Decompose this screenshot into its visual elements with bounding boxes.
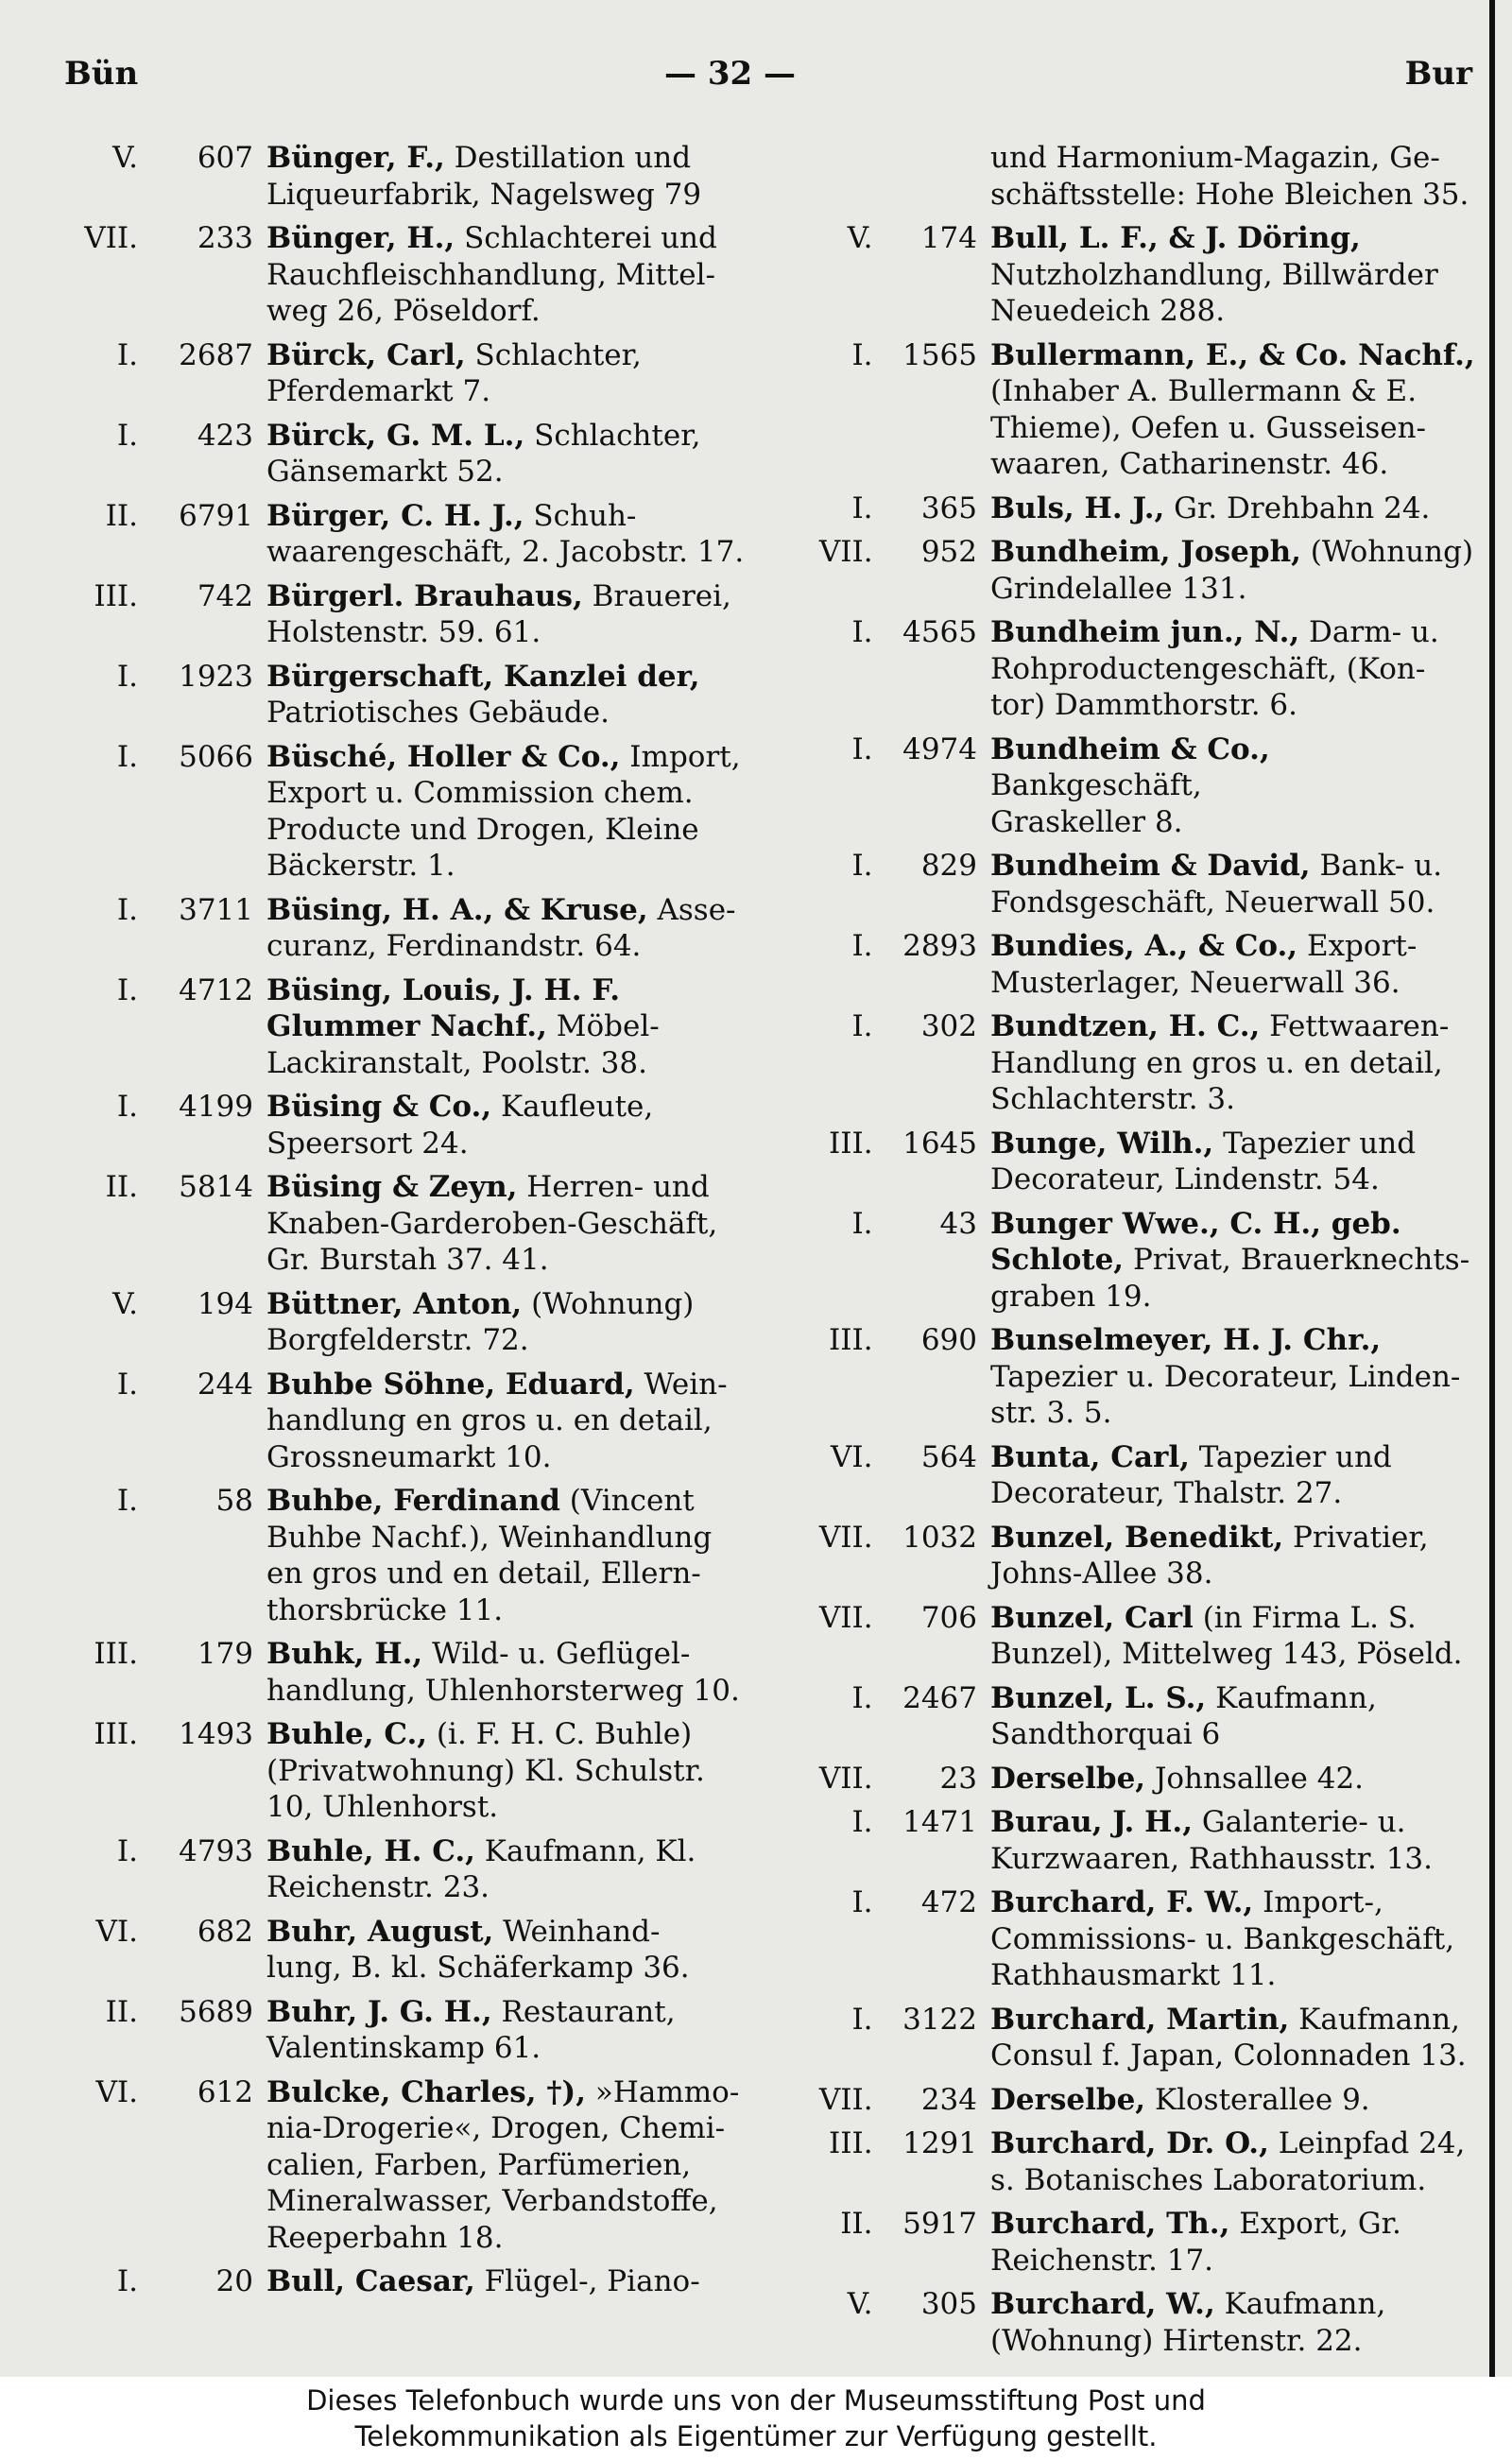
entry-details: Nutzholzhandlung, Billwärder Neuedeich 288. [990,257,1438,328]
entry-name: Büsché, Holler & Co., [266,739,621,774]
district-number: VII. [818,1520,873,1555]
entry-name: Bundheim & David, [990,849,1311,883]
right-column [803,140,1476,2366]
district-number: V. [847,2287,873,2321]
entry-name: Bundheim, Joseph, [990,535,1301,569]
directory-entry [57,1089,765,1161]
entry-details: (Wohnung) Grindelallee 131. [990,535,1474,606]
entry-name: Bull, L. F., & J. Döring, [990,221,1361,255]
phone-number: 244 [197,1367,253,1402]
directory-entry [803,1206,1476,1316]
directory-entry [57,739,765,885]
directory-entry [57,498,765,571]
entry-details: Johnsallee 42. [1145,1761,1365,1796]
entry-details: Fettwaaren- Handlung en gros u. en detail, Schlachterstr. 3. [990,1009,1450,1116]
entry-name: Buhle, H. C., [266,1833,475,1868]
district-number: I. [116,659,138,694]
phone-number: 1471 [902,1805,977,1839]
district-number: I. [851,1680,873,1715]
entry-name: Bünger, H., [266,221,455,255]
entry-name: Bürgerschaft, Kanzlei der, [266,659,700,694]
phone-number: 2467 [902,1680,977,1715]
entry-details: Kaufmann, (Wohnung) Hirtenstr. 22. [990,2287,1386,2358]
directory-entry [803,848,1476,920]
entry-name: Bunzel, Benedikt, [990,1520,1284,1555]
entry-name: Derselbe, [990,2082,1146,2117]
directory-entry [803,1600,1476,1673]
directory-entry [57,1483,765,1628]
district-number: I. [116,2264,138,2298]
entry-name: Bundtzen, H. C., [990,1009,1261,1043]
phone-number: 174 [920,221,977,255]
directory-entry [57,1286,765,1359]
district-number: II. [105,498,138,533]
district-number: III. [94,578,138,613]
district-number: I. [116,418,138,453]
directory-entry [803,614,1476,724]
directory-entry [803,928,1476,1001]
directory-entry [57,1636,765,1709]
phone-number: 3122 [902,2002,977,2037]
district-number: I. [116,892,138,927]
entry-details: Asse- curanz, Ferdinandstr. 64. [266,892,736,963]
entry-details: Darm- u. Rohproductengeschäft, (Kon- tor) Dammthorstr. 6. [990,615,1439,722]
entry-details: Weinhand- lung, B. kl. Schäferkamp 36. [266,1914,690,1985]
directory-entry [803,1761,1476,1798]
entry-name: Bunzel, Carl [990,1600,1194,1635]
district-number: II. [105,1994,138,2029]
entry-details: Kaufmann, Consul f. Japan, Colonnaden 13. [990,2002,1467,2073]
phone-number: 472 [920,1885,977,1919]
phone-number: 5917 [902,2207,977,2241]
directory-entry [57,578,765,651]
phone-number: 365 [920,490,977,525]
page-header [64,55,1472,98]
entry-name: Buhr, August, [266,1914,494,1949]
entry-details: Privatier, Johns-Allee 38. [990,1520,1429,1591]
directory-entry [57,1833,765,1906]
district-number: I. [851,849,873,883]
entry-details: Leinpfad 24, s. Botanisches Laboratorium. [990,2126,1466,2197]
phone-number: 43 [939,1206,977,1241]
page-number: — 32 — [664,55,796,93]
entry-details: Bank- u. Fondsgeschäft, Neuerwall 50. [990,849,1443,920]
entry-name: Büsing & Zeyn, [266,1170,518,1204]
directory-entry [803,1520,1476,1592]
phone-number: 952 [920,535,977,569]
district-number: I. [116,739,138,774]
phone-number: 1645 [902,1126,977,1161]
phone-number: 234 [920,2082,977,2117]
entry-details: Gr. Drehbahn 24. [1164,490,1431,525]
header-left-keyword: Bün [64,55,139,93]
phone-number: 179 [197,1637,253,1671]
phone-number: 194 [197,1286,253,1321]
directory-entry [57,220,765,330]
district-number: VII. [84,221,138,255]
phone-number: 4712 [179,972,253,1007]
continuation-text: und Harmonium-Magazin, Ge- schäftsstelle: Hohe Bleichen 35. [990,141,1469,212]
phone-number: 682 [197,1914,253,1949]
district-number: VII. [818,1761,873,1796]
directory-entry [57,972,765,1082]
phone-number: 564 [920,1439,977,1474]
directory-entry [803,1439,1476,1512]
entry-name: Buhr, J. G. H., [266,1994,492,2029]
entry-name: Bürck, Carl, [266,337,466,372]
directory-entry [803,2286,1476,2359]
phone-number: 305 [920,2287,977,2321]
district-number: VII. [818,2082,873,2117]
entry-name: Bunselmeyer, H. J. Chr., [990,1323,1382,1357]
district-number: I. [851,929,873,963]
entry-name: Bürger, C. H. J., [266,498,524,533]
entry-name: Bunge, Wilh., [990,1126,1214,1161]
entry-name: Burchard, Th., [990,2207,1230,2241]
entry-details: Schlachterei und Rauchfleischhandlung, Mittel- weg 26, Pöseldorf. [266,221,717,328]
district-number: I. [851,490,873,525]
entry-name: Burchard, W., [990,2287,1215,2321]
entry-details: Tapezier und Decorateur, Lindenstr. 54. [990,1126,1417,1196]
entry-details: (i. F. H. C. Buhle) (Privatwohnung) Kl. Schulstr. 10, Uhlenhorst. [266,1717,705,1824]
phone-number: 58 [215,1484,253,1518]
directory-entry [803,1008,1476,1118]
phone-number: 6791 [179,498,253,533]
entry-name: Bürgerl. Brauhaus, [266,578,583,613]
entry-details: Kaufmann, Kl. Reichenstr. 23. [266,1833,696,1904]
directory-entry [803,731,1476,841]
entry-name: Bull, Caesar, [266,2264,475,2298]
district-number: III. [828,1126,873,1161]
entry-details: Kaufleute, Speersort 24. [266,1090,654,1161]
entry-name: Bullermann, E., & Co. Nachf., [990,337,1475,372]
phone-number: 1923 [179,659,253,694]
phone-number: 4793 [179,1833,253,1868]
entry-details: Kaufmann, Sandthorquai 6 [990,1680,1377,1751]
entry-name: Bünger, F., [266,141,445,175]
district-number: VII. [818,1600,873,1635]
district-number: I. [116,1833,138,1868]
phone-number: 23 [939,1761,977,1796]
entry-details: Flügel-, Piano- [474,2264,700,2298]
entry-details: Privat, Brauerknechts- graben 19. [990,1243,1470,1314]
entry-name: Burchard, Martin, [990,2002,1290,2037]
entry-details: Klosterallee 9. [1145,2082,1370,2117]
entry-details: Schlachter, Pferdemarkt 7. [266,337,642,408]
entry-details: Export- Musterlager, Neuerwall 36. [990,929,1418,1000]
directory-entry [803,2082,1476,2119]
entry-name: Buls, H. J., [990,490,1165,525]
phone-number: 612 [197,2074,253,2109]
phone-number: 742 [197,578,253,613]
phone-number: 20 [215,2264,253,2298]
district-number: III. [828,1323,873,1357]
district-number: I. [116,1484,138,1518]
entry-details: Brauerei, Holstenstr. 59. 61. [266,578,731,649]
phone-number: 5814 [179,1170,253,1204]
directory-entry [57,1367,765,1476]
directory-entry [803,1804,1476,1877]
district-number: I. [116,1367,138,1402]
directory-entry [57,1716,765,1826]
phone-number: 233 [197,221,253,255]
entry-details: Restaurant, Valentinskamp 61. [266,1994,676,2065]
left-column [57,140,765,2308]
footer-line-1: Dieses Telefonbuch wurde uns von der Museumsstiftung Post und [306,2384,1206,2417]
phone-number: 690 [920,1323,977,1357]
entry-details: (in Firma L. S. Bunzel), Mittelweg 143, Pöseld. [990,1600,1463,1671]
entry-details: (Wohnung) Borgfelderstr. 72. [266,1286,695,1357]
entry-name: Buhk, H., [266,1637,423,1671]
district-number: I. [851,731,873,766]
district-number: I. [851,1206,873,1241]
entry-details: (Vincent Buhbe Nachf.), Weinhandlung en gros und en detail, Ellern- thorsbrücke 11. [266,1484,713,1627]
phone-number: 607 [197,141,253,175]
entry-name: Derselbe, [990,1761,1146,1796]
district-number: I. [851,2002,873,2037]
entry-name: Burchard, Dr. O., [990,2126,1269,2160]
phone-number: 1493 [179,1717,253,1751]
directory-entry [803,220,1476,330]
district-number: I. [851,1805,873,1839]
entry-name: Bunzel, L. S., [990,1680,1207,1715]
district-number: VI. [95,2074,138,2109]
district-number: III. [828,2126,873,2160]
entry-details: Galanterie- u. Kurzwaaren, Rathhausstr. 13. [990,1805,1433,1876]
directory-entry [57,892,765,965]
footer-line-2: Telekommunikation als Eigentümer zur Verfügung gestellt. [354,2420,1158,2452]
phone-number: 4974 [902,731,977,766]
entry-details: Wild- u. Geflügel- handlung, Uhlenhorsterweg 10. [266,1637,740,1708]
entry-details: »Hammo- nia-Drogerie«, Drogen, Chemi- calien, Farben, Parfümerien, Mineralwasser, Verbandstoffe, Reeperbahn 18. [266,2074,740,2255]
district-number: III. [94,1717,138,1751]
district-number: VII. [818,535,873,569]
district-number: I. [116,337,138,372]
phone-number: 3711 [179,892,253,927]
entry-name: Buhbe, Ferdinand [266,1484,560,1518]
district-number: II. [105,1170,138,1204]
entry-details: Patriotisches Gebäude. [266,696,610,730]
phone-number: 2687 [179,337,253,372]
entry-name: Burau, J. H., [990,1805,1194,1839]
phone-number: 5066 [179,739,253,774]
entry-name: Büsing & Co., [266,1090,492,1124]
district-number: I. [116,972,138,1007]
district-number: I. [851,1885,873,1919]
directory-entry [57,1914,765,1987]
district-number: V. [112,1286,138,1321]
phone-number: 423 [197,418,253,453]
entry-name: Bürck, G. M. L., [266,418,525,453]
entry-name: Büttner, Anton, [266,1286,523,1321]
entry-name: Buhbe Söhne, Eduard, [266,1367,635,1402]
entry-name: Bunger Wwe., C. H., geb. Schlote, [990,1206,1401,1277]
district-number: I. [851,615,873,649]
entry-details: Tapezier u. Decorateur, Linden- str. 3. 5. [990,1359,1461,1430]
directory-entry [57,2074,765,2257]
entry-details: Wein- handlung en gros u. en detail, Grossneumarkt 10. [266,1367,728,1474]
directory-entry [57,2263,765,2300]
entry-name: Bulcke, Charles, †), [266,2074,587,2109]
entry-details: Bankgeschäft, Graskeller 8. [990,768,1202,839]
directory-entry [57,1169,765,1279]
district-number: III. [94,1637,138,1671]
entry-details: Destillation und Liqueurfabrik, Nagelsweg 79 [266,141,702,212]
district-number: I. [851,337,873,372]
footer-note [0,2377,1512,2460]
entry-details: Import-, Commissions- u. Bankgeschäft, Rathhausmarkt 11. [990,1885,1455,1992]
directory-entry [803,1680,1476,1753]
district-number: I. [851,1009,873,1043]
directory-entry [803,2206,1476,2279]
entry-name: Burchard, F. W., [990,1885,1254,1919]
phone-number: 706 [920,1600,977,1635]
directory-entry [57,337,765,410]
entry-details: Export, Gr. Reichenstr. 17. [990,2207,1401,2278]
directory-entry [57,659,765,731]
district-number: II. [840,2207,873,2241]
district-number: VI. [95,1914,138,1949]
entry-details: Import, Export u. Commission chem. Producte und Drogen, Kleine Bäckerstr. 1. [266,739,741,883]
directory-entry [803,1322,1476,1432]
phone-number: 1032 [902,1520,977,1555]
entry-name: Büsing, H. A., & Kruse, [266,892,648,927]
directory-entry [803,490,1476,527]
entry-details: Schlachter, Gänsemarkt 52. [266,418,701,489]
directory-entry [803,1126,1476,1198]
entry-name: Bunta, Carl, [990,1439,1190,1474]
district-number: VI. [831,1439,873,1474]
entry-details: Möbel- Lackiranstalt, Poolstr. 38. [266,1009,660,1080]
directory-entry [57,1994,765,2067]
directory-entry [803,2125,1476,2198]
entry-name: Büsing, Louis, J. H. F. Glummer Nachf., [266,972,620,1043]
entry-name: Buhle, C., [266,1717,428,1751]
district-number: V. [847,221,873,255]
district-number: I. [116,1090,138,1124]
page-binding-edge [1489,0,1495,2377]
header-right-keyword: Bur [1404,55,1472,93]
phone-number: 5689 [179,1994,253,2029]
entry-details: Herren- und Knaben-Garderoben-Geschäft, Gr. Burstah 37. 41. [266,1170,718,1277]
phone-number: 302 [920,1009,977,1043]
phone-number: 1565 [902,337,977,372]
phone-number: 4199 [179,1090,253,1124]
entry-details: Tapezier und Decorateur, Thalstr. 27. [990,1439,1392,1510]
directory-entry [803,2002,1476,2074]
entry-details: Schuh- waarengeschäft, 2. Jacobstr. 17. [266,498,745,569]
phone-number: 1291 [902,2126,977,2160]
entry-name: Bundheim jun., N., [990,615,1300,649]
directory-entry [57,418,765,490]
directory-entry [803,1884,1476,1994]
district-number: V. [112,141,138,175]
phone-number: 829 [920,849,977,883]
entry-name: Bundies, A., & Co., [990,929,1298,963]
phone-number: 4565 [902,615,977,649]
phone-number: 2893 [902,929,977,963]
directory-entry [803,337,1476,483]
directory-entry [57,140,765,213]
directory-entry [803,534,1476,607]
entry-details: (Inhaber A. Bullermann & E. Thieme), Oefen u. Gusseisen- waaren, Catharinenstr. 46. [990,374,1427,481]
entry-name: Bundheim & Co., [990,731,1270,766]
